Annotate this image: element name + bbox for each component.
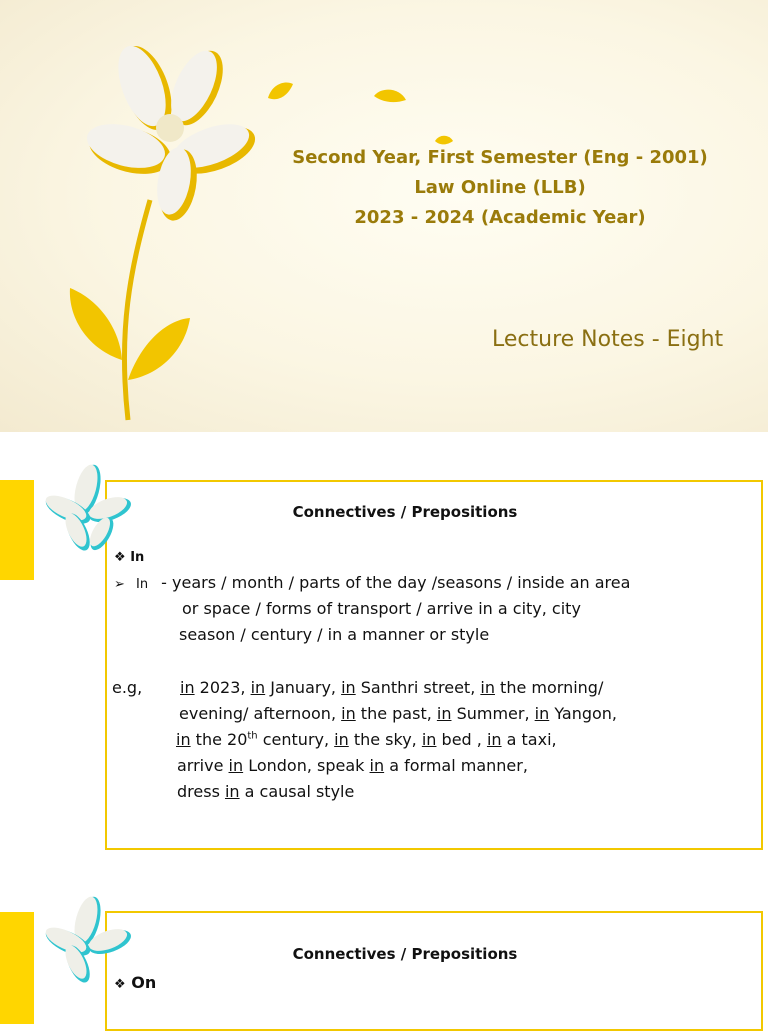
preposition: in bbox=[436, 704, 452, 723]
bullet-on bbox=[114, 973, 156, 992]
preposition: in bbox=[421, 730, 437, 749]
example-text: the morning/ bbox=[494, 678, 604, 697]
slide-preposition-in bbox=[0, 432, 768, 864]
preposition: in bbox=[180, 678, 195, 697]
example-text: a formal manner, bbox=[384, 756, 528, 775]
title-slide bbox=[0, 0, 768, 432]
arrow-label: In bbox=[136, 577, 149, 592]
content-box bbox=[105, 911, 763, 1031]
yellow-accent-bar bbox=[0, 480, 34, 580]
example-line-2 bbox=[179, 704, 617, 723]
example-text: the 20 bbox=[190, 730, 248, 749]
preposition: in bbox=[334, 730, 349, 749]
example-label: e.g, bbox=[112, 678, 143, 697]
slide-heading: Connectives / Prepositions bbox=[292, 945, 518, 963]
preposition: in bbox=[369, 756, 385, 775]
yellow-accent-bar bbox=[0, 912, 34, 1024]
title-line-3: 2023 - 2024 (Academic Year) bbox=[354, 207, 646, 228]
floating-petal-icon bbox=[434, 133, 454, 147]
preposition: in bbox=[176, 730, 191, 749]
bullet-label: On bbox=[131, 973, 157, 992]
lecture-subtitle: Lecture Notes - Eight bbox=[492, 327, 724, 352]
diamond-bullet-icon: ❖ bbox=[114, 550, 126, 565]
example-text: 2023, bbox=[194, 678, 251, 697]
rule-line-1 bbox=[114, 573, 630, 592]
example-line-1 bbox=[180, 678, 603, 697]
example-text: Yangon, bbox=[549, 704, 618, 723]
preposition: in bbox=[341, 678, 356, 697]
title-line-2: Law Online (LLB) bbox=[414, 177, 586, 198]
example-text: the past, bbox=[355, 704, 437, 723]
example-text: a causal style bbox=[239, 782, 355, 801]
rule-line-3: season / century / in a manner or style bbox=[179, 625, 490, 644]
slide-preposition-on bbox=[0, 864, 768, 1024]
example-line-3 bbox=[176, 730, 557, 749]
rule-line-2: or space / forms of transport / arrive in a city, city bbox=[182, 599, 581, 618]
example-text: bed , bbox=[436, 730, 487, 749]
preposition: in bbox=[250, 678, 266, 697]
example-line-4 bbox=[177, 756, 528, 775]
bullet-in bbox=[114, 550, 144, 565]
example-text: London, speak bbox=[243, 756, 370, 775]
diamond-bullet-icon: ❖ bbox=[114, 977, 126, 992]
floating-petal-icon bbox=[372, 86, 412, 106]
example-text: January, bbox=[265, 678, 342, 697]
example-text: century, bbox=[257, 730, 335, 749]
example-text: dress bbox=[177, 782, 225, 801]
example-line-5 bbox=[177, 782, 354, 801]
example-text: Santhri street, bbox=[355, 678, 481, 697]
title-line-1: Second Year, First Semester (Eng - 2001) bbox=[292, 147, 708, 168]
preposition: in bbox=[486, 730, 502, 749]
example-text: Summer, bbox=[451, 704, 535, 723]
preposition: in bbox=[480, 678, 495, 697]
superscript: th bbox=[247, 730, 258, 742]
example-text: evening/ afternoon, bbox=[179, 704, 342, 723]
preposition: in bbox=[224, 782, 240, 801]
rule-text: - years / month / parts of the day /seasons / inside an area bbox=[161, 573, 631, 592]
arrow-bullet-icon: ➢ bbox=[114, 577, 125, 592]
example-text: arrive bbox=[177, 756, 229, 775]
preposition: in bbox=[341, 704, 356, 723]
example-text: the sky, bbox=[348, 730, 422, 749]
preposition: in bbox=[228, 756, 244, 775]
bullet-label: In bbox=[130, 550, 145, 565]
slide-heading: Connectives / Prepositions bbox=[292, 503, 518, 521]
example-text: a taxi, bbox=[501, 730, 557, 749]
preposition: in bbox=[534, 704, 550, 723]
